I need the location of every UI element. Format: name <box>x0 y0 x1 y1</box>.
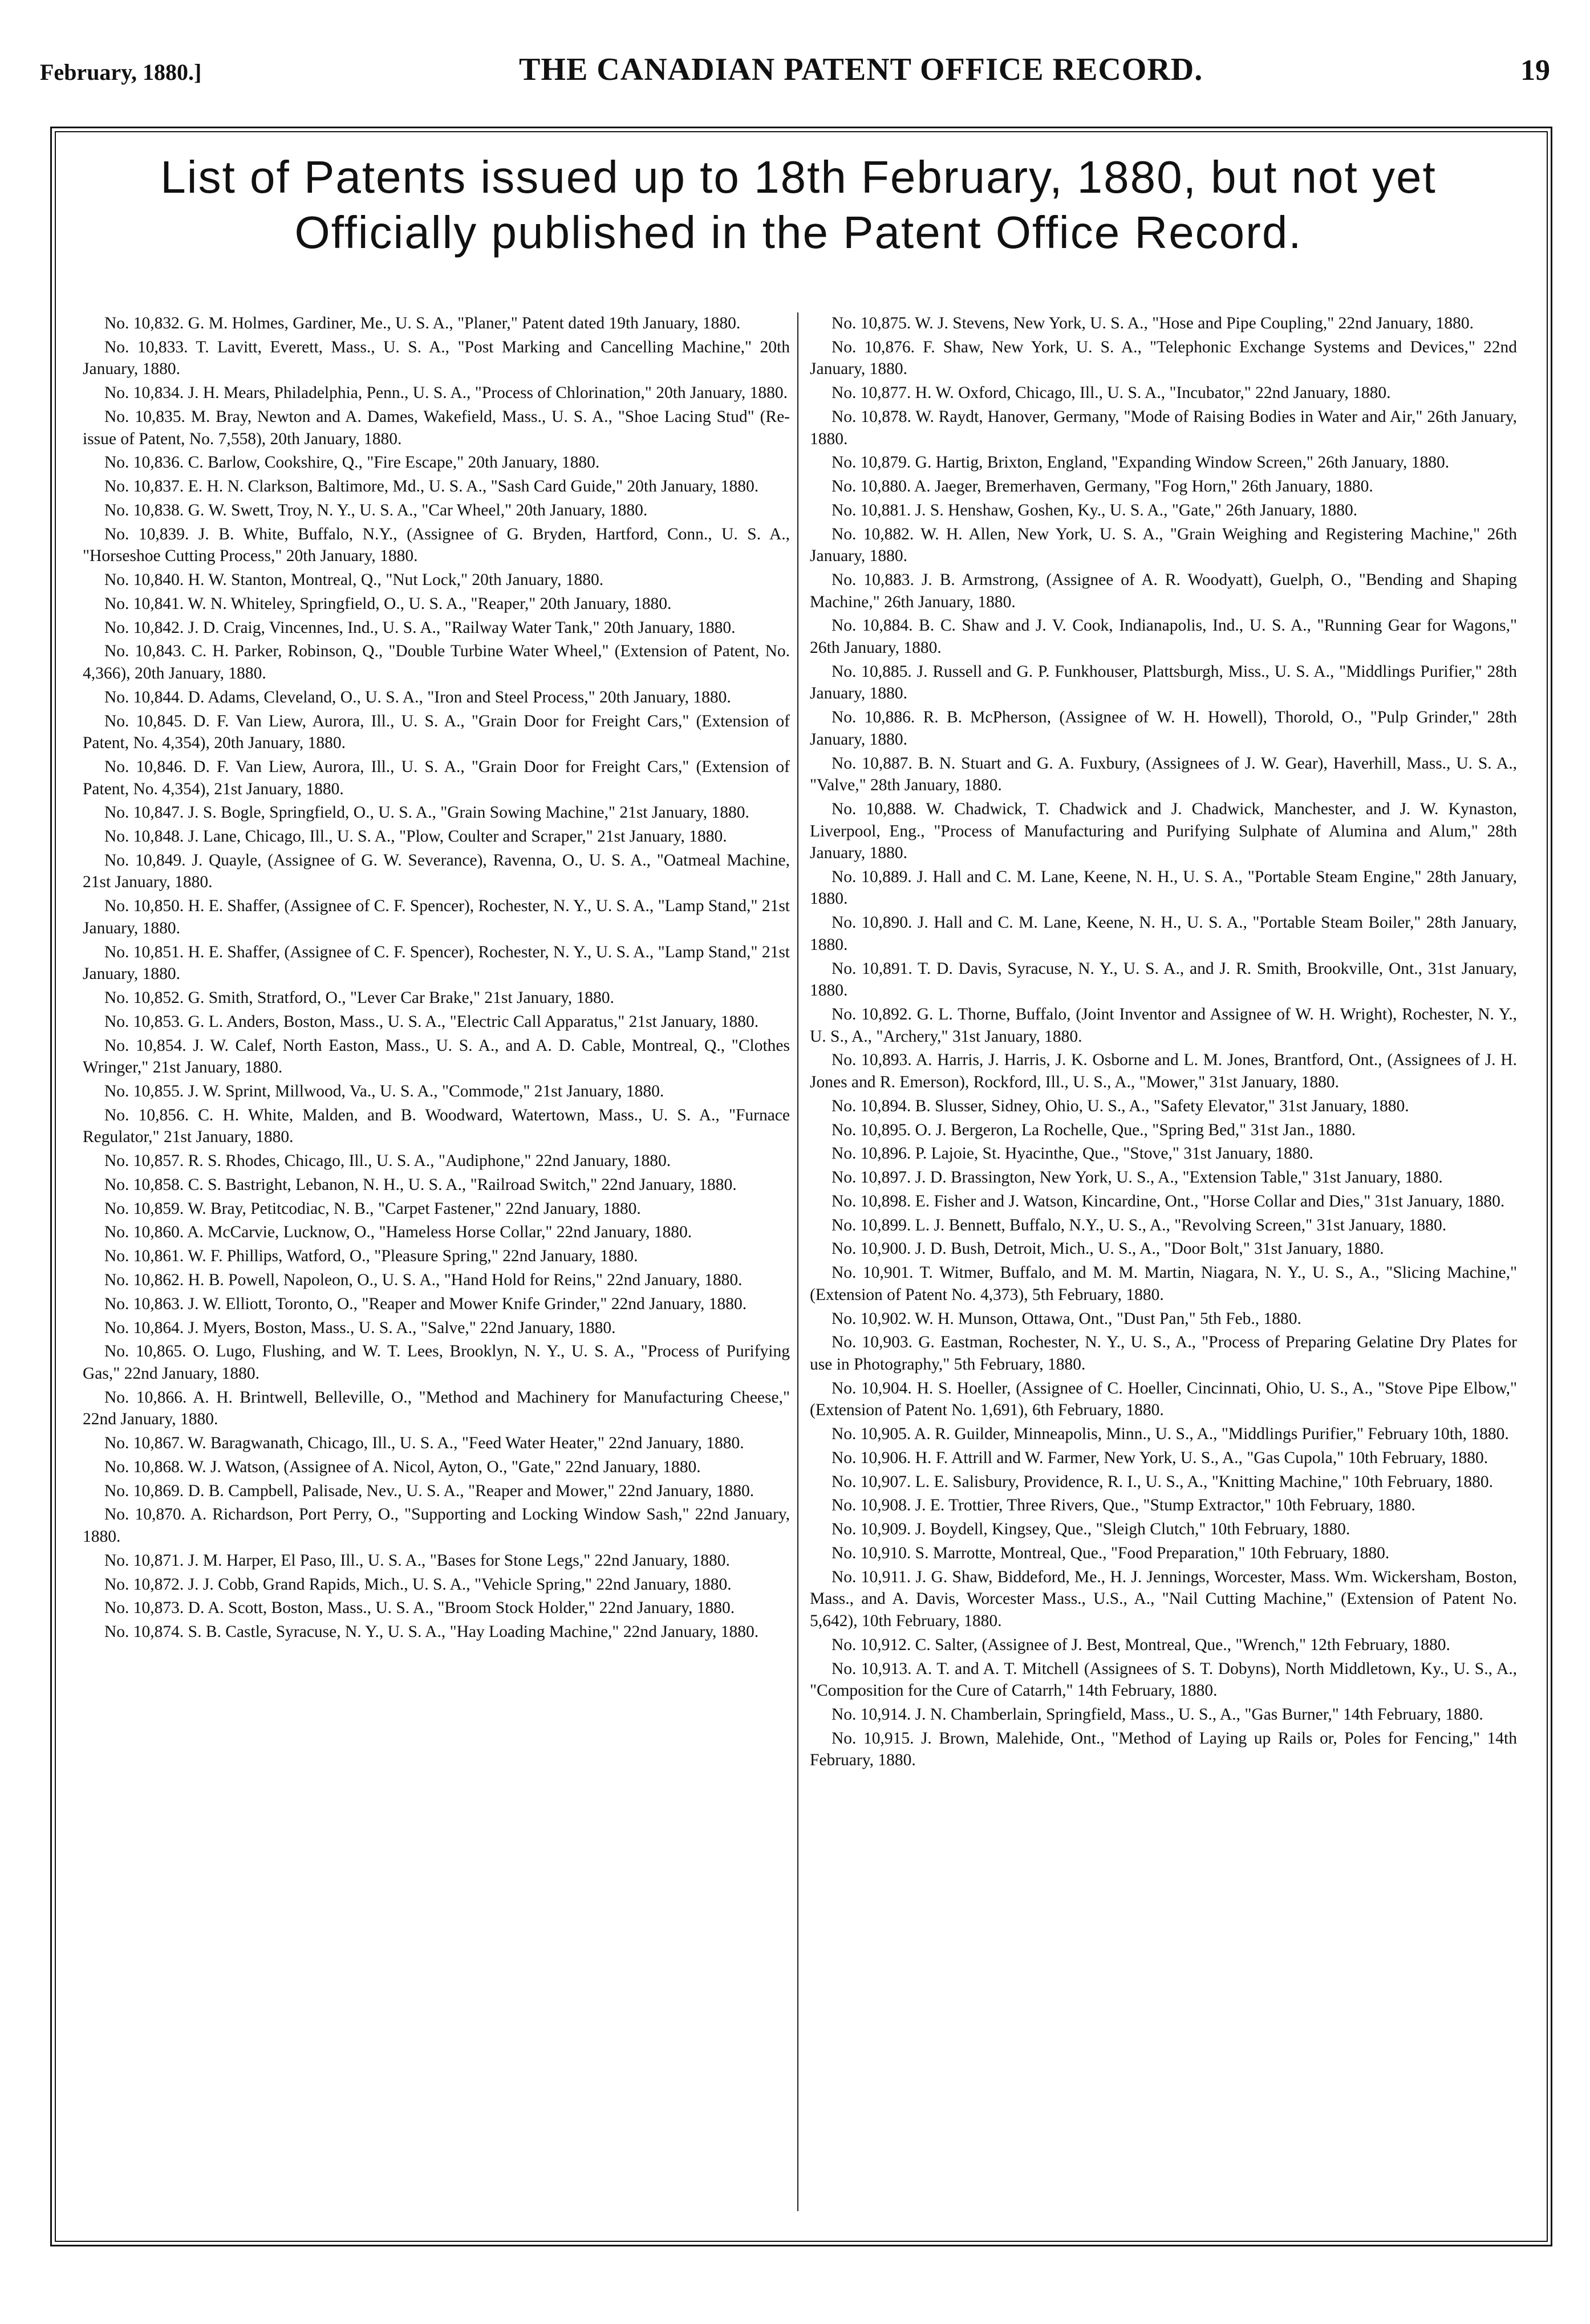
patent-entry: No. 10,866. A. H. Brintwell, Belleville, O., "Method and Machinery for Manufacturing Cheese," 22nd January, 1880. <box>83 1388 790 1429</box>
patent-entry: No. 10,857. R. S. Rhodes, Chicago, Ill., U. S. A., "Audiphone," 22nd January, 1880. <box>104 1152 671 1171</box>
patent-entry: No. 10,905. A. R. Guilder, Minneapolis, Minn., U. S., A., "Middlings Purifier," February 10th, 1880. <box>831 1425 1509 1444</box>
patent-entry: No. 10,892. G. L. Thorne, Buffalo, (Joint Inventor and Assignee of W. H. Wright), Rochester, N. Y., U. S., A., "Archery," 31st January, 1880. <box>810 1005 1517 1046</box>
patent-entry: No. 10,911. J. G. Shaw, Biddeford, Me., H. J. Jennings, Worcester, Mass. Wm. Wickersham, Boston, Mass., and A. Davis, Worcester Mass., U.S., A., "Nail Cutting Machine," (Extension of Patent No. 5,642), 10th February, 1880. <box>810 1567 1517 1630</box>
patent-entry: No. 10,845. D. F. Van Liew, Aurora, Ill., U. S. A., "Grain Door for Freight Cars," (Extension of Patent, No. 4,354), 20th January, 1880. <box>83 712 790 753</box>
patent-entry: No. 10,883. J. B. Armstrong, (Assignee of A. R. Woodyatt), Guelph, O., "Bending and Shaping Machine," 26th January, 1880. <box>810 571 1517 611</box>
patent-entry: No. 10,849. J. Quayle, (Assignee of G. W. Severance), Ravenna, O., U. S. A., "Oatmeal Machine, 21st January, 1880. <box>83 851 790 892</box>
patent-entry: No. 10,914. J. N. Chamberlain, Springfield, Mass., U. S., A., "Gas Burner," 14th February, 1880. <box>831 1705 1483 1724</box>
patent-entry: No. 10,872. J. J. Cobb, Grand Rapids, Mich., U. S. A., "Vehicle Spring," 22nd January, 1880. <box>104 1575 732 1594</box>
list-heading-line-2: Officially published in the Patent Office Record. <box>294 207 1303 258</box>
patent-entry: No. 10,836. C. Barlow, Cookshire, Q., "Fire Escape," 20th January, 1880. <box>104 453 600 472</box>
patent-entry: No. 10,897. J. D. Brassington, New York, U. S., A., "Extension Table," 31st January, 1880. <box>831 1168 1443 1187</box>
patent-entry: No. 10,847. J. S. Bogle, Springfield, O., U. S. A., "Grain Sowing Machine," 21st January, 1880. <box>104 803 749 822</box>
patent-entry: No. 10,873. D. A. Scott, Boston, Mass., U. S. A., "Broom Stock Holder," 22nd January, 1880. <box>104 1599 735 1618</box>
patent-entry: No. 10,887. B. N. Stuart and G. A. Fuxbury, (Assignees of J. W. Gear), Haverhill, Mass., U. S. A., "Valve," 28th January, 1880. <box>810 754 1517 795</box>
patent-entry: No. 10,856. C. H. White, Malden, and B. Woodward, Watertown, Mass., U. S. A., "Furnace Regulator," 21st January, 1880. <box>83 1106 790 1147</box>
patent-entry: No. 10,909. J. Boydell, Kingsey, Que., "Sleigh Clutch," 10th February, 1880. <box>831 1520 1350 1539</box>
patent-entry: No. 10,843. C. H. Parker, Robinson, Q., "Double Turbine Water Wheel," (Extension of Patent, No. 4,366), 20th January, 1880. <box>83 642 790 682</box>
patent-entry: No. 10,840. H. W. Stanton, Montreal, Q., "Nut Lock," 20th January, 1880. <box>104 571 604 590</box>
patent-entry: No. 10,910. S. Marrotte, Montreal, Que., "Food Preparation," 10th February, 1880. <box>831 1544 1390 1563</box>
patent-entry: No. 10,862. H. B. Powell, Napoleon, O., U. S. A., "Hand Hold for Reins," 22nd January, 1880. <box>104 1270 743 1289</box>
patent-entry: No. 10,867. W. Baragwanath, Chicago, Ill., U. S. A., "Feed Water Heater," 22nd January, 1880. <box>104 1434 744 1453</box>
patent-entry: No. 10,899. L. J. Bennett, Buffalo, N.Y., U. S., A., "Revolving Screen," 31st January, 1880. <box>831 1216 1447 1234</box>
patent-entry: No. 10,874. S. B. Castle, Syracuse, N. Y., U. S. A., "Hay Loading Machine," 22nd January, 1880. <box>104 1623 759 1642</box>
patent-entry: No. 10,886. R. B. McPherson, (Assignee of W. H. Howell), Thorold, O., "Pulp Grinder," 28th January, 1880. <box>810 708 1517 749</box>
patent-entry: No. 10,877. H. W. Oxford, Chicago, Ill., U. S. A., "Incubator," 22nd January, 1880. <box>831 384 1391 403</box>
patent-entry: No. 10,846. D. F. Van Liew, Aurora, Ill., U. S. A., "Grain Door for Freight Cars," (Extension of Patent, No. 4,354), 21st January, 1880. <box>83 757 790 798</box>
patent-entry: No. 10,878. W. Raydt, Hanover, Germany, "Mode of Raising Bodies in Water and Air," 26th January, 1880. <box>810 407 1517 448</box>
patent-entry: No. 10,885. J. Russell and G. P. Funkhouser, Plattsburgh, Miss., U. S. A., "Middlings Purifier," 28th January, 1880. <box>810 662 1517 703</box>
patent-entry: No. 10,893. A. Harris, J. Harris, J. K. Osborne and L. M. Jones, Brantford, Ont., (Assignees of J. H. Jones and R. Emerson), Rockford, Ill., U. S., A., "Mower," 31st January, 1880. <box>810 1051 1517 1091</box>
patent-entry: No. 10,908. J. E. Trottier, Three Rivers, Que., "Stump Extractor," 10th February, 1880. <box>831 1496 1415 1515</box>
column-divider <box>797 312 798 2211</box>
patent-entry: No. 10,880. A. Jaeger, Bremerhaven, Germany, "Fog Horn," 26th January, 1880. <box>831 477 1373 496</box>
patent-entry: No. 10,837. E. H. N. Clarkson, Baltimore, Md., U. S. A., "Sash Card Guide," 20th January, 1880. <box>104 477 759 496</box>
patent-entry: No. 10,852. G. Smith, Stratford, O., "Lever Car Brake," 21st January, 1880. <box>104 988 614 1007</box>
patent-entry: No. 10,896. P. Lajoie, St. Hyacinthe, Que., "Stove," 31st January, 1880. <box>831 1144 1313 1163</box>
patent-entry: No. 10,884. B. C. Shaw and J. V. Cook, Indianapolis, Ind., U. S. A., "Running Gear for Wagons," 26th January, 1880. <box>810 616 1517 657</box>
issue-date: February, 1880.] <box>40 59 202 85</box>
patent-entry: No. 10,868. W. J. Watson, (Assignee of A. Nicol, Ayton, O., "Gate," 22nd January, 1880. <box>104 1457 701 1476</box>
page-number: 19 <box>1520 54 1550 87</box>
patent-entry: No. 10,864. J. Myers, Boston, Mass., U. S. A., "Salve," 22nd January, 1880. <box>104 1318 616 1337</box>
patent-entry: No. 10,833. T. Lavitt, Everett, Mass., U. S. A., "Post Marking and Cancelling Machine," 20th January, 1880. <box>83 338 790 379</box>
patent-entry: No. 10,875. W. J. Stevens, New York, U. S. A., "Hose and Pipe Coupling," 22nd January, 1880. <box>831 314 1474 332</box>
patent-entry: No. 10,865. O. Lugo, Flushing, and W. T. Lees, Brooklyn, N. Y., U. S. A., "Process of Purifying Gas," 22nd January, 1880. <box>83 1342 790 1383</box>
patent-entry: No. 10,902. W. H. Munson, Ottawa, Ont., "Dust Pan," 5th Feb., 1880. <box>831 1309 1301 1328</box>
patent-entry: No. 10,890. J. Hall and C. M. Lane, Keene, N. H., U. S. A., "Portable Steam Boiler," 28th January, 1880. <box>810 913 1517 954</box>
patent-entry: No. 10,889. J. Hall and C. M. Lane, Keene, N. H., U. S. A., "Portable Steam Engine," 28th January, 1880. <box>810 867 1517 908</box>
patent-entry: No. 10,903. G. Eastman, Rochester, N. Y., U. S., A., "Process of Preparing Gelatine Dry Plates for use in Photography," 5th February, 1880. <box>810 1333 1517 1374</box>
patent-entry: No. 10,839. J. B. White, Buffalo, N.Y., (Assignee of G. Bryden, Hartford, Conn., U. S. A., "Horseshoe Cutting Process," 20th January, 1880. <box>83 525 790 566</box>
patent-entry: No. 10,870. A. Richardson, Port Perry, O., "Supporting and Locking Window Sash," 22nd January, 1880. <box>83 1505 790 1546</box>
patent-entry: No. 10,859. W. Bray, Petitcodiac, N. B., "Carpet Fastener," 22nd January, 1880. <box>104 1199 641 1218</box>
patent-entry: No. 10,871. J. M. Harper, El Paso, Ill., U. S. A., "Bases for Stone Legs," 22nd January, 1880. <box>104 1551 730 1570</box>
left-column <box>83 312 790 2217</box>
patent-entry: No. 10,901. T. Witmer, Buffalo, and M. M. Martin, Niagara, N. Y., U. S., A., "Slicing Machine," (Extension of Patent No. 4,373), 5th February, 1880. <box>810 1263 1517 1304</box>
patent-entry: No. 10,841. W. N. Whiteley, Springfield, O., U. S. A., "Reaper," 20th January, 1880. <box>104 594 672 613</box>
patent-entry: No. 10,869. D. B. Campbell, Palisade, Nev., U. S. A., "Reaper and Mower," 22nd January, 1880. <box>104 1481 755 1500</box>
patent-entry: No. 10,912. C. Salter, (Assignee of J. Best, Montreal, Que., "Wrench," 12th February, 1880. <box>831 1635 1450 1654</box>
patent-entry: No. 10,888. W. Chadwick, T. Chadwick and J. Chadwick, Manchester, and J. W. Kynaston, Liverpool, Eng., "Process of Manufacturing and Purifying Sulphate of Alumina and Alum," 28th January, 1880. <box>810 799 1517 863</box>
patent-entry: No. 10,882. W. H. Allen, New York, U. S. A., "Grain Weighing and Registering Machine," 26th January, 1880. <box>810 525 1517 566</box>
patent-entry: No. 10,844. D. Adams, Cleveland, O., U. S. A., "Iron and Steel Process," 20th January, 1880. <box>104 688 731 706</box>
patent-entry: No. 10,834. J. H. Mears, Philadelphia, Penn., U. S. A., "Process of Chlorination," 20th January, 1880. <box>104 384 788 403</box>
patent-entry: No. 10,915. J. Brown, Malehide, Ont., "Method of Laying up Rails or, Poles for Fencing," 14th February, 1880. <box>810 1729 1517 1770</box>
running-head <box>40 51 1550 97</box>
patent-entry: No. 10,913. A. T. and A. T. Mitchell (Assignees of S. T. Dobyns), North Middletown, Ky., U. S., A., "Composition for the Cure of Catarrh," 14th February, 1880. <box>810 1659 1517 1700</box>
patent-entry: No. 10,851. H. E. Shaffer, (Assignee of C. F. Spencer), Rochester, N. Y., U. S. A., "Lamp Stand," 21st January, 1880. <box>83 942 790 984</box>
patent-entry: No. 10,898. E. Fisher and J. Watson, Kincardine, Ont., "Horse Collar and Dies," 31st January, 1880. <box>831 1192 1505 1210</box>
patent-entry: No. 10,848. J. Lane, Chicago, Ill., U. S. A., "Plow, Coulter and Scraper," 21st January, 1880. <box>104 827 727 846</box>
list-heading-line-1: List of Patents issued up to 18th February, 1880, but not yet <box>160 152 1437 202</box>
patent-entry: No. 10,894. B. Slusser, Sidney, Ohio, U. S., A., "Safety Elevator," 31st January, 1880. <box>831 1096 1409 1115</box>
patent-entry: No. 10,907. L. E. Salisbury, Providence, R. I., U. S., A., "Knitting Machine," 10th February, 1880. <box>831 1472 1493 1491</box>
patent-entry: No. 10,835. M. Bray, Newton and A. Dames, Wakefield, Mass., U. S. A., "Shoe Lacing Stud" (Re-issue of Patent, No. 7,558), 20th January, 1880. <box>83 407 790 448</box>
patent-entry: No. 10,863. J. W. Elliott, Toronto, O., "Reaper and Mower Knife Grinder," 22nd January, 1880. <box>104 1294 747 1313</box>
right-column <box>810 312 1517 2217</box>
patent-entry: No. 10,858. C. S. Bastright, Lebanon, N. H., U. S. A., "Railroad Switch," 22nd January, 1880. <box>104 1175 737 1194</box>
patent-entry: No. 10,838. G. W. Swett, Troy, N. Y., U. S. A., "Car Wheel," 20th January, 1880. <box>104 501 648 519</box>
patent-entry: No. 10,881. J. S. Henshaw, Goshen, Ky., U. S. A., "Gate," 26th January, 1880. <box>831 501 1358 519</box>
patent-entry: No. 10,842. J. D. Craig, Vincennes, Ind., U. S. A., "Railway Water Tank," 20th January, 1880. <box>104 618 736 637</box>
patent-entry: No. 10,850. H. E. Shaffer, (Assignee of C. F. Spencer), Rochester, N. Y., U. S. A., "Lamp Stand," 21st January, 1880. <box>83 897 790 937</box>
patent-entry: No. 10,904. H. S. Hoeller, (Assignee of C. Hoeller, Cincinnati, Ohio, U. S., A., "Stove Pipe Elbow," (Extension of Patent No. 1,691), 6th February, 1880. <box>810 1379 1517 1420</box>
patent-entry: No. 10,853. G. L. Anders, Boston, Mass., U. S. A., "Electric Call Apparatus," 21st January, 1880. <box>104 1012 759 1031</box>
patent-entry: No. 10,876. F. Shaw, New York, U. S. A., "Telephonic Exchange Systems and Devices," 22nd January, 1880. <box>810 338 1517 379</box>
patent-entry: No. 10,879. G. Hartig, Brixton, England, "Expanding Window Screen," 26th January, 1880. <box>831 453 1450 472</box>
patent-entry: No. 10,855. J. W. Sprint, Millwood, Va., U. S. A., "Commode," 21st January, 1880. <box>104 1082 664 1100</box>
patent-entry: No. 10,860. A. McCarvie, Lucknow, O., "Hameless Horse Collar," 22nd January, 1880. <box>104 1223 692 1242</box>
patent-entry: No. 10,906. H. F. Attrill and W. Farmer, New York, U. S., A., "Gas Cupola," 10th February, 1880. <box>831 1448 1488 1467</box>
patent-entry: No. 10,895. O. J. Bergeron, La Rochelle, Que., "Spring Bed," 31st Jan., 1880. <box>831 1120 1356 1139</box>
publication-title: THE CANADIAN PATENT OFFICE RECORD. <box>519 52 1203 87</box>
patent-entry: No. 10,891. T. D. Davis, Syracuse, N. Y., U. S. A., and J. R. Smith, Brookville, Ont., 31st January, 1880. <box>810 959 1517 1000</box>
patent-entry: No. 10,854. J. W. Calef, North Easton, Mass., U. S. A., and A. D. Cable, Montreal, Q., "Clothes Wringer," 21st January, 1880. <box>83 1036 790 1077</box>
patent-entry: No. 10,832. G. M. Holmes, Gardiner, Me., U. S. A., "Planer," Patent dated 19th January, 1880. <box>104 314 741 332</box>
patent-entry: No. 10,900. J. D. Bush, Detroit, Mich., U. S., A., "Door Bolt," 31st January, 1880. <box>831 1240 1384 1258</box>
patent-entry: No. 10,861. W. F. Phillips, Watford, O., "Pleasure Spring," 22nd January, 1880. <box>104 1247 638 1266</box>
